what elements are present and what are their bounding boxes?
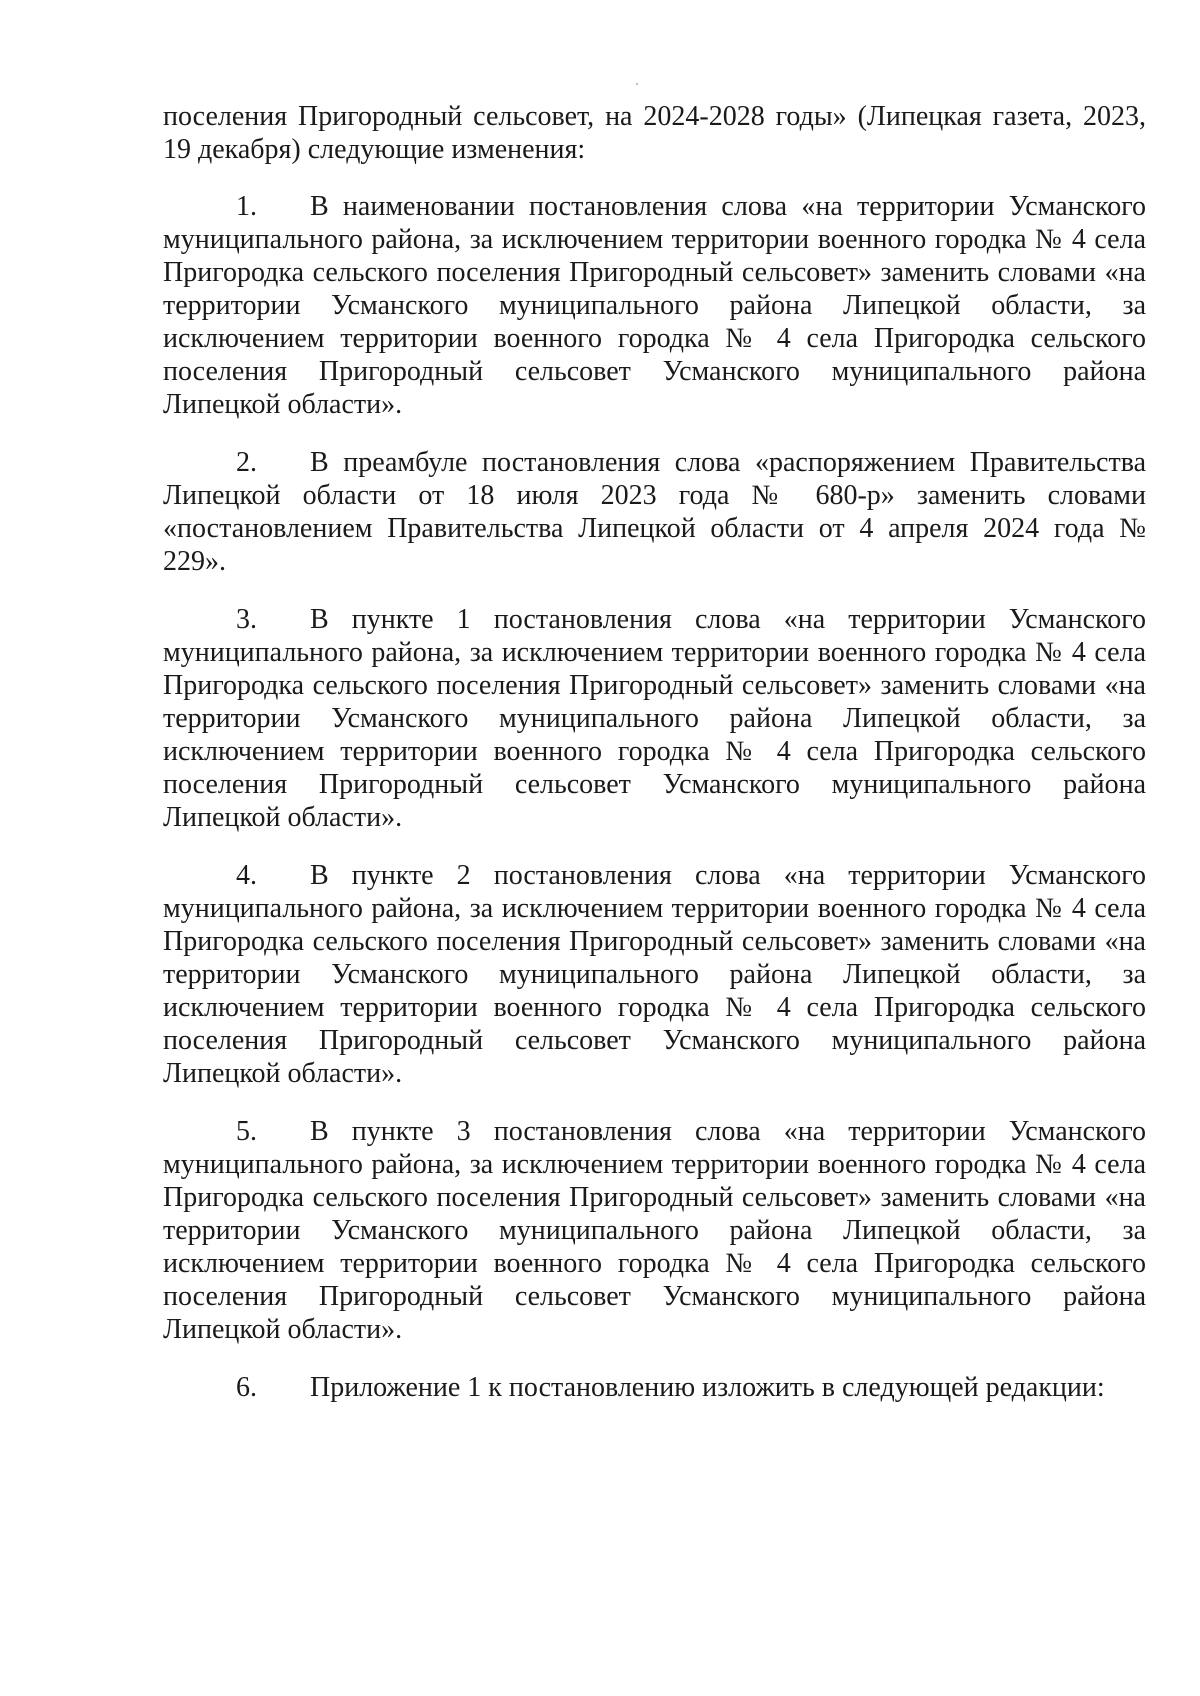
list-item-4	[163, 859, 1146, 1090]
list-item-1	[163, 190, 1146, 421]
intro-paragraph: поселения Пригородный сельсовет, на 2024-2028 годы» (Липецкая газета, 2023, 19 декабря) следующие изменения:	[163, 101, 1146, 165]
list-item-6	[163, 1371, 1146, 1404]
item-number: 1.	[236, 191, 257, 222]
item-number: 5.	[236, 1116, 257, 1147]
document-body	[163, 100, 1146, 1429]
item-number: 6.	[236, 1372, 257, 1403]
item-text: В пункте 3 постановления слова «на территории Усманского муниципального района, за исключением территории военного городка № 4 села Пригородка сельского поселения Пригородный сельсовет» заменить словами «на территории Усманского муниципального района Липецкой области, за исключением территории военного городка № 4 села Пригородка сельского поселения Пригородный сельсовет Усманского муниципального района Липецкой области».	[163, 1116, 1146, 1345]
list-item-3	[163, 603, 1146, 834]
item-text: В пункте 2 постановления слова «на территории Усманского муниципального района, за исключением территории военного городка № 4 села Пригородка сельского поселения Пригородный сельсовет» заменить словами «на территории Усманского муниципального района Липецкой области, за исключением территории военного городка № 4 села Пригородка сельского поселения Пригородный сельсовет Усманского муниципального района Липецкой области».	[163, 860, 1146, 1089]
list-item-5	[163, 1115, 1146, 1346]
item-text: Приложение 1 к постановлению изложить в следующей редакции:	[310, 1372, 1105, 1403]
item-number: 4.	[236, 860, 257, 891]
item-text: В преамбуле постановления слова «распоряжением Правительства Липецкой области от 18 июля 2023 года № 680-р» заменить словами «постановлением Правительства Липецкой области от 4 апреля 2024 года № 229».	[163, 447, 1146, 577]
item-text: В пункте 1 постановления слова «на территории Усманского муниципального района, за исключением территории военного городка № 4 села Пригородка сельского поселения Пригородный сельсовет» заменить словами «на территории Усманского муниципального района Липецкой области, за исключением территории военного городка № 4 села Пригородка сельского поселения Пригородный сельсовет Усманского муниципального района Липецкой области».	[163, 604, 1146, 833]
item-number: 2.	[236, 447, 257, 478]
item-text: В наименовании постановления слова «на территории Усманского муниципального района, за исключением территории военного городка № 4 села Пригородка сельского поселения Пригородный сельсовет» заменить словами «на территории Усманского муниципального района Липецкой области, за исключением территории военного городка № 4 села Пригородка сельского поселения Пригородный сельсовет Усманского муниципального района Липецкой области».	[163, 191, 1146, 420]
scan-speck	[636, 83, 638, 85]
list-item-2	[163, 446, 1146, 578]
item-number: 3.	[236, 604, 257, 635]
